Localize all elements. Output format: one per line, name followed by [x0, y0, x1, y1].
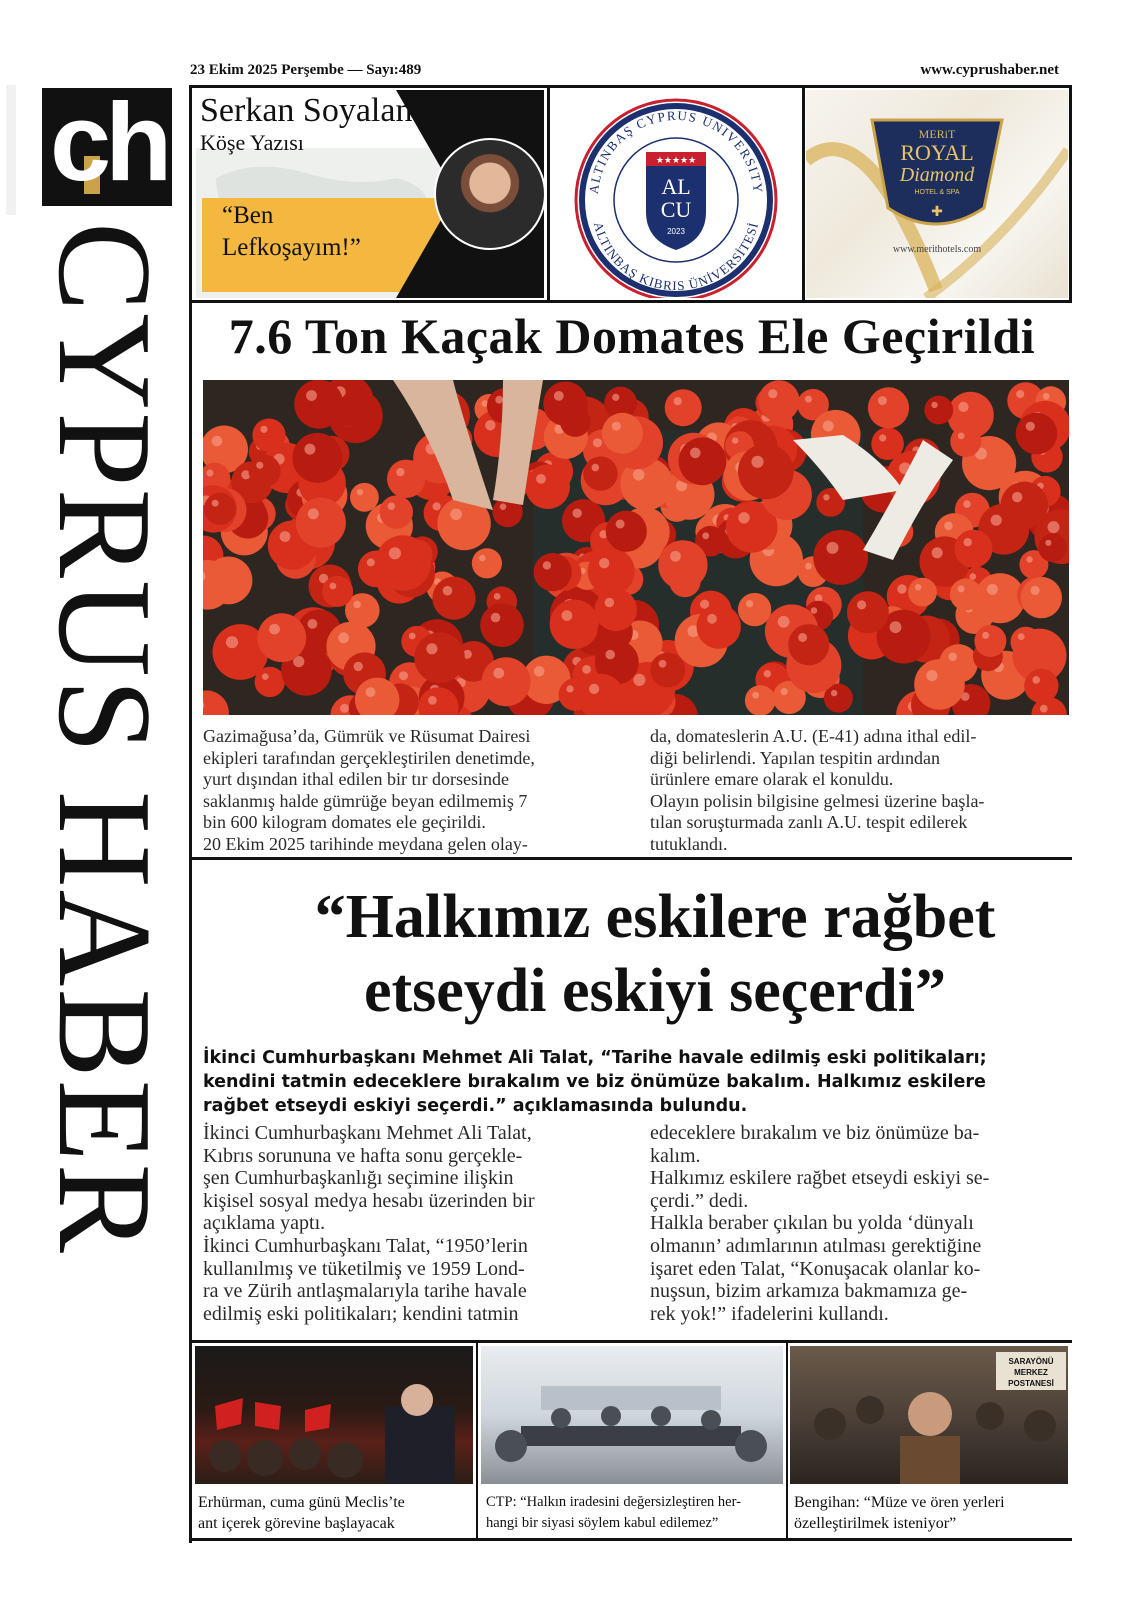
tomato-highlight [752, 692, 759, 699]
text-line: şen Cumhurbaşkanlığı seçimine ilişkin [203, 1167, 514, 1190]
tomato-shape [350, 483, 379, 512]
tomato-shape [322, 576, 353, 607]
tomato-shape [950, 579, 982, 611]
story1-column-2 [650, 726, 1070, 855]
tomato-highlight [566, 685, 573, 692]
tomato-shape [1038, 534, 1067, 563]
tomato-shape [1001, 482, 1049, 530]
tomato-highlight [340, 704, 349, 713]
text-line: 20 Ekim 2025 tarihinde meydana gelen olay- [203, 833, 528, 854]
tomato-highlight [1026, 422, 1035, 431]
tomato-highlight [582, 665, 591, 674]
tomato-shape [665, 389, 702, 426]
bottom-frame-line [190, 1538, 1072, 1541]
text-line: diği belirlendi. Yapılan tespitin ardından [650, 747, 940, 768]
tomato-shape [204, 493, 236, 525]
text-line: rek yok!” ifadelerini kullandı. [650, 1302, 889, 1325]
tomato-highlight [226, 636, 238, 648]
tomato-shape [525, 464, 570, 509]
tomato-shape [482, 657, 531, 706]
tomato-shape [950, 426, 981, 457]
quote-line-2: Lefkoşayım!” [222, 234, 361, 261]
text-line: edeceklere bırakalım ve biz önümüze ba- [650, 1122, 980, 1144]
tomato-highlight [409, 633, 416, 640]
tomato-highlight [915, 584, 921, 590]
page-edge-strip [6, 85, 16, 215]
story2-column-2 [650, 1122, 1070, 1325]
alcu-ad[interactable] [552, 90, 800, 298]
tomato-highlight [353, 601, 361, 609]
tomato-highlight [751, 456, 763, 468]
tomato-highlight [897, 584, 906, 593]
right-frame-line [1069, 85, 1072, 303]
tomato-highlight [805, 396, 812, 403]
tomato-highlight [491, 613, 501, 623]
tomato-highlight [964, 538, 972, 546]
tomato-shape [480, 603, 524, 647]
tomato-highlight [589, 684, 599, 694]
tomato-shape [868, 387, 909, 428]
tomato-photo [203, 380, 1069, 715]
tomato-highlight [1048, 521, 1060, 533]
tomato-highlight [926, 670, 937, 681]
text-line: da, domateslerin A.U. (E-41) adına ithal edil- [650, 726, 977, 746]
tomato-highlight [212, 436, 223, 447]
bottom-photo-3[interactable] [790, 1346, 1068, 1484]
tomato-highlight [948, 652, 957, 661]
tomato-highlight [428, 696, 437, 705]
text-line: işaret eden Talat, “Konuşacak olanlar ko- [650, 1257, 981, 1280]
tomato-highlight [1032, 676, 1040, 684]
columnist-photo [434, 138, 544, 250]
tomato-highlight [805, 563, 812, 570]
tomato-shape [1011, 627, 1042, 658]
tomato-shape [550, 600, 599, 649]
tomato-shape [294, 380, 343, 429]
merit-graphic [806, 90, 1068, 298]
text-line: İkinci Cumhurbaşkanı Talat, “1950’lerin [203, 1234, 528, 1257]
tomato-highlight [963, 500, 971, 508]
tomato-highlight [633, 674, 645, 686]
text-line: Kıbrıs sorununa ve hafta sonu gerçekle- [203, 1144, 523, 1167]
tomato-highlight [554, 391, 564, 401]
tomato-highlight [367, 558, 375, 566]
alcu-shield-line2: CU [660, 197, 692, 222]
tomato-highlight [970, 573, 977, 580]
tomato-highlight [1026, 556, 1032, 562]
text-line: ra ve Zürih antlaşmalarıyla tarihe havale [203, 1280, 527, 1303]
text-line: nuşsun, bizim arkamıza bakmamıza ge- [650, 1280, 968, 1303]
tomato-highlight [366, 687, 376, 697]
text-line: çerdi.” dedi. [650, 1189, 749, 1212]
tomato-shape [292, 433, 342, 483]
tomato-highlight [426, 643, 437, 654]
tomato-shape [908, 578, 937, 607]
website-url: www.cyprushaber.net [920, 62, 1059, 78]
tomato-shape [914, 659, 965, 710]
tomato-highlight [1016, 390, 1024, 398]
svg-text:✚: ✚ [931, 204, 943, 220]
story2-column-1 [203, 1122, 633, 1325]
merit-line3: Diamond [899, 164, 975, 186]
tomato-highlight [493, 668, 504, 679]
tomato-shape [813, 530, 868, 585]
text-line: olmanın’ adımlarının atılması gerektiğine [650, 1234, 982, 1257]
top-frame-line [190, 85, 1072, 88]
tomato-highlight [450, 508, 462, 520]
svg-text:★★★★★: ★★★★★ [655, 156, 697, 166]
tomato-shape [974, 625, 1006, 657]
text-line: edilmiş eski politikaları; kendini tatmin [203, 1302, 519, 1325]
tomato-highlight [494, 593, 501, 600]
tomato-highlight [781, 688, 788, 695]
tomato-shape [745, 685, 776, 715]
issue-date: 23 Ekim 2025 Perşembe — Sayı:489 [190, 62, 422, 78]
tomato-highlight [256, 462, 263, 469]
tomato-highlight [605, 650, 615, 660]
cyprus-haber-logo [42, 81, 172, 206]
tomato-highlight [534, 666, 545, 677]
tomato-shape [658, 540, 707, 589]
merit-line2: ROYAL [900, 140, 974, 165]
tomato-shape [788, 624, 829, 665]
alcu-shield-year: 2023 [667, 227, 685, 236]
tomato-highlight [768, 389, 777, 398]
tomato-shape [606, 511, 647, 552]
story-divider-1 [190, 857, 1072, 860]
bottom-photo-1[interactable] [195, 1346, 473, 1484]
tomato-highlight [357, 489, 363, 495]
tomato-highlight [495, 396, 503, 404]
tomato-highlight [987, 584, 998, 595]
tomato-highlight [707, 614, 717, 624]
tomato-highlight [433, 502, 441, 510]
tomato-shape [534, 553, 572, 591]
tomato-highlight [1043, 393, 1050, 400]
caption-line: özelleştirilmek isteniyor” [794, 1515, 957, 1532]
caption-line: hangi bir siyasi söylem kabul edilemez” [486, 1515, 719, 1531]
tomato-highlight [798, 633, 807, 642]
tomato-highlight [702, 532, 709, 539]
tomato-highlight [823, 421, 834, 432]
text-line: kalım. [650, 1144, 701, 1167]
tomato-highlight [958, 433, 965, 440]
caption-line: CTP: “Halkın iradesini değersizleştiren her- [486, 1494, 741, 1510]
tomato-highlight [732, 437, 738, 443]
svg-text:MERKEZ: MERKEZ [1014, 1368, 1048, 1377]
columnist-name: Serkan Soyalan [200, 92, 413, 129]
text-line: açıklama yaptı. [203, 1212, 326, 1235]
tomato-highlight [827, 542, 839, 554]
text-line: bin 600 kilogram domates ele geçirildi. [203, 812, 486, 832]
ad-separator-1 [547, 88, 550, 300]
lead-line: rağbet etseydi eskiyi seçerdi.” açıklamasında bulundu. [203, 1096, 748, 1116]
lead-line: İkinci Cumhurbaşkanı Mehmet Ali Talat, “Tarihe havale edilmiş eski politikaları; [203, 1048, 987, 1068]
tomato-shape [924, 396, 953, 425]
tomato-highlight [958, 402, 968, 412]
alcu-ring-top: ALTINBAŞ CYPRUS UNIVERSITY [585, 107, 767, 195]
story-divider-2 [190, 1340, 1072, 1343]
columnist-role: Köşe Yazısı [200, 130, 304, 155]
tomato-highlight [280, 531, 291, 542]
tomato-highlight [738, 512, 749, 523]
tomato-shape [414, 632, 465, 683]
merit-url: www.merithotels.com [892, 244, 982, 255]
tomato-shape [954, 530, 992, 568]
text-line: kullanılmış ve tüketilmiş ve 1959 Lond- [203, 1257, 525, 1280]
headline-line-2: etseydi eskiyi seçerdi” [363, 957, 946, 1025]
tomato-shape [1016, 413, 1058, 455]
bottom-separator-1 [476, 1343, 478, 1538]
tomato-highlight [605, 598, 614, 607]
tomato-highlight [543, 561, 551, 569]
tomato-highlight [479, 555, 486, 562]
alcu-shield-line1: AL [661, 174, 691, 199]
tomato-shape [588, 548, 635, 595]
tomato-highlight [746, 600, 753, 607]
ads-divider [190, 300, 1072, 303]
tomato-highlight [306, 390, 317, 401]
tomato-shape [738, 593, 771, 626]
tomato-highlight [260, 426, 267, 433]
logo-text: ch [50, 81, 167, 204]
tomato-highlight [269, 624, 280, 635]
tomato-highlight [612, 394, 619, 401]
tomato-highlight [1018, 633, 1025, 640]
story1-column-1 [203, 726, 623, 855]
text-line: Gazimağusa’da, Gümrük ve Rüsumat Dairesi [203, 726, 531, 746]
tomato-shape [249, 455, 281, 487]
tomato-highlight [659, 660, 667, 668]
tomato-highlight [612, 422, 621, 431]
tomato-shape [602, 413, 643, 454]
caption-line: Bengihan: “Müze ve ören yerleri [794, 1494, 1005, 1511]
text-line: ekipleri tarafından gerçekleştirilen denetimde, [203, 747, 535, 768]
tomato-highlight [304, 444, 315, 455]
tomato-highlight [443, 586, 453, 596]
tomato-highlight [212, 500, 219, 507]
story1-headline[interactable]: 7.6 Ton Kaçak Domates Ele Geçirildi [228, 308, 1036, 364]
tomato-shape [252, 419, 285, 452]
tomato-highlight [308, 508, 319, 519]
text-line: tılan soruşturmada zanlı A.U. tespit edilerek [650, 812, 968, 832]
text-line: İkinci Cumhurbaşkanı Mehmet Ali Talat, [203, 1122, 532, 1144]
tomato-shape [697, 604, 741, 648]
tomato-highlight [944, 522, 953, 531]
svg-text:POSTANESİ: POSTANESİ [1008, 1379, 1054, 1388]
tomato-highlight [536, 474, 546, 484]
columnist-box[interactable] [196, 90, 544, 298]
masthead-brand-name: CYPRUS HABER [31, 222, 179, 1255]
tomato-highlight [674, 397, 682, 405]
tomato-highlight [879, 434, 886, 441]
merit-royal-ad[interactable] [806, 90, 1068, 298]
story2-headline[interactable] [196, 880, 1114, 1028]
tomato-shape [543, 382, 587, 426]
tomato-shape [738, 444, 794, 500]
tomato-highlight [330, 583, 337, 590]
story2-lead [203, 1046, 1063, 1118]
tomato-highlight [616, 520, 625, 529]
bottom-caption-3[interactable] [794, 1492, 1069, 1534]
tomato-highlight [982, 632, 989, 639]
text-line: yurt dışından ithal edilen bir tır dorsesinde [203, 769, 509, 789]
bottom-caption-2[interactable] [486, 1492, 784, 1534]
tomato-shape [375, 535, 431, 591]
tomato-highlight [1031, 586, 1040, 595]
columnist-quote [222, 200, 361, 264]
tomato-highlight [399, 671, 408, 680]
tomato-highlight [354, 662, 363, 671]
caption-line: ant içerek görevine başlayacak [198, 1515, 395, 1532]
bottom-separator-2 [786, 1343, 788, 1538]
tomato-shape [296, 498, 346, 548]
tomato-highlight [778, 616, 790, 628]
tomato-highlight [878, 396, 887, 405]
tomato-highlight [308, 619, 318, 629]
tomato-highlight [670, 551, 681, 562]
tomato-highlight [991, 515, 1002, 526]
tomato-highlight [831, 690, 837, 696]
tomato-highlight [932, 547, 943, 558]
tomato-shape [847, 591, 889, 633]
tomato-highlight [764, 670, 771, 677]
tomato-highlight [890, 621, 902, 633]
tomato-shape [583, 456, 617, 490]
headline-line-1: “Halkımız eskilere rağbet [314, 883, 996, 951]
tomato-highlight [599, 558, 609, 568]
tomato-highlight [573, 509, 582, 518]
tomato-highlight [592, 464, 600, 472]
bottom-caption-1[interactable] [198, 1492, 473, 1534]
text-line: ürünlere emare olarak el konuldu. [650, 769, 894, 789]
text-line: Halkla beraber çıkılan bu yolda ‘dünyalı [650, 1212, 974, 1235]
tomato-highlight [633, 469, 645, 481]
tomato-highlight [690, 448, 701, 459]
merit-line4: HOTEL & SPA [914, 189, 960, 196]
tomato-highlight [389, 547, 401, 559]
tomato-shape [679, 437, 727, 485]
tomato-highlight [262, 673, 269, 680]
tomato-highlight [811, 607, 818, 614]
ad-separator-2 [802, 88, 805, 300]
tomato-highlight [562, 610, 573, 621]
tomato-highlight [206, 470, 213, 477]
text-line: kişisel sosyal medya hesabı üzerinden bir [203, 1189, 535, 1212]
tomato-highlight [931, 402, 937, 408]
tomato-shape [595, 589, 637, 631]
tomato-highlight [1045, 540, 1051, 546]
tomato-highlight [857, 600, 866, 609]
text-line: tutuklandı. [650, 833, 728, 854]
tomato-highlight [1040, 705, 1048, 713]
tomato-highlight [396, 468, 404, 476]
left-frame-line [189, 85, 192, 1543]
alcu-ring-bottom: ALTINBAŞ KIBRIS ÜNİVERSİTESİ [590, 220, 762, 294]
lead-line: kendini tatmin edeceklere bırakalım ve biz önümüze bakalım. Halkımız eskilere [203, 1072, 986, 1092]
tomato-illustration [203, 380, 1069, 715]
tomato-highlight [485, 420, 495, 430]
tomato-shape [472, 548, 502, 578]
tomato-highlight [593, 438, 602, 447]
tomato-shape [758, 380, 799, 421]
tomato-shape [650, 653, 685, 688]
text-line: saklanmış halde gümrüğe beyan edilmemiş 7 [203, 790, 528, 811]
tomato-highlight [338, 632, 349, 643]
caption-line: Erhürman, cuma günü Meclis’te [198, 1494, 405, 1511]
quote-line-1: “Ben [222, 202, 274, 229]
tomato-highlight [500, 503, 507, 510]
merit-line1: MERiT [918, 127, 956, 141]
tomato-highlight [388, 503, 395, 510]
tomato-shape [432, 577, 475, 620]
tomato-highlight [1012, 492, 1022, 502]
tomato-shape [257, 613, 306, 662]
tomato-highlight [823, 494, 829, 500]
alcu-seal [552, 90, 800, 298]
bottom-photo-2[interactable] [481, 1346, 783, 1484]
sign-text: SARAYÖNÜ [1008, 1357, 1054, 1366]
text-line: Halkımız eskilere rağbet etseydi eskiyi se- [650, 1167, 990, 1190]
tomato-highlight [958, 585, 965, 592]
tomato-shape [380, 495, 413, 528]
tomato-shape [1021, 577, 1062, 618]
text-line: Olayın polisin bilgisine gelmesi üzerine başla- [650, 790, 985, 811]
